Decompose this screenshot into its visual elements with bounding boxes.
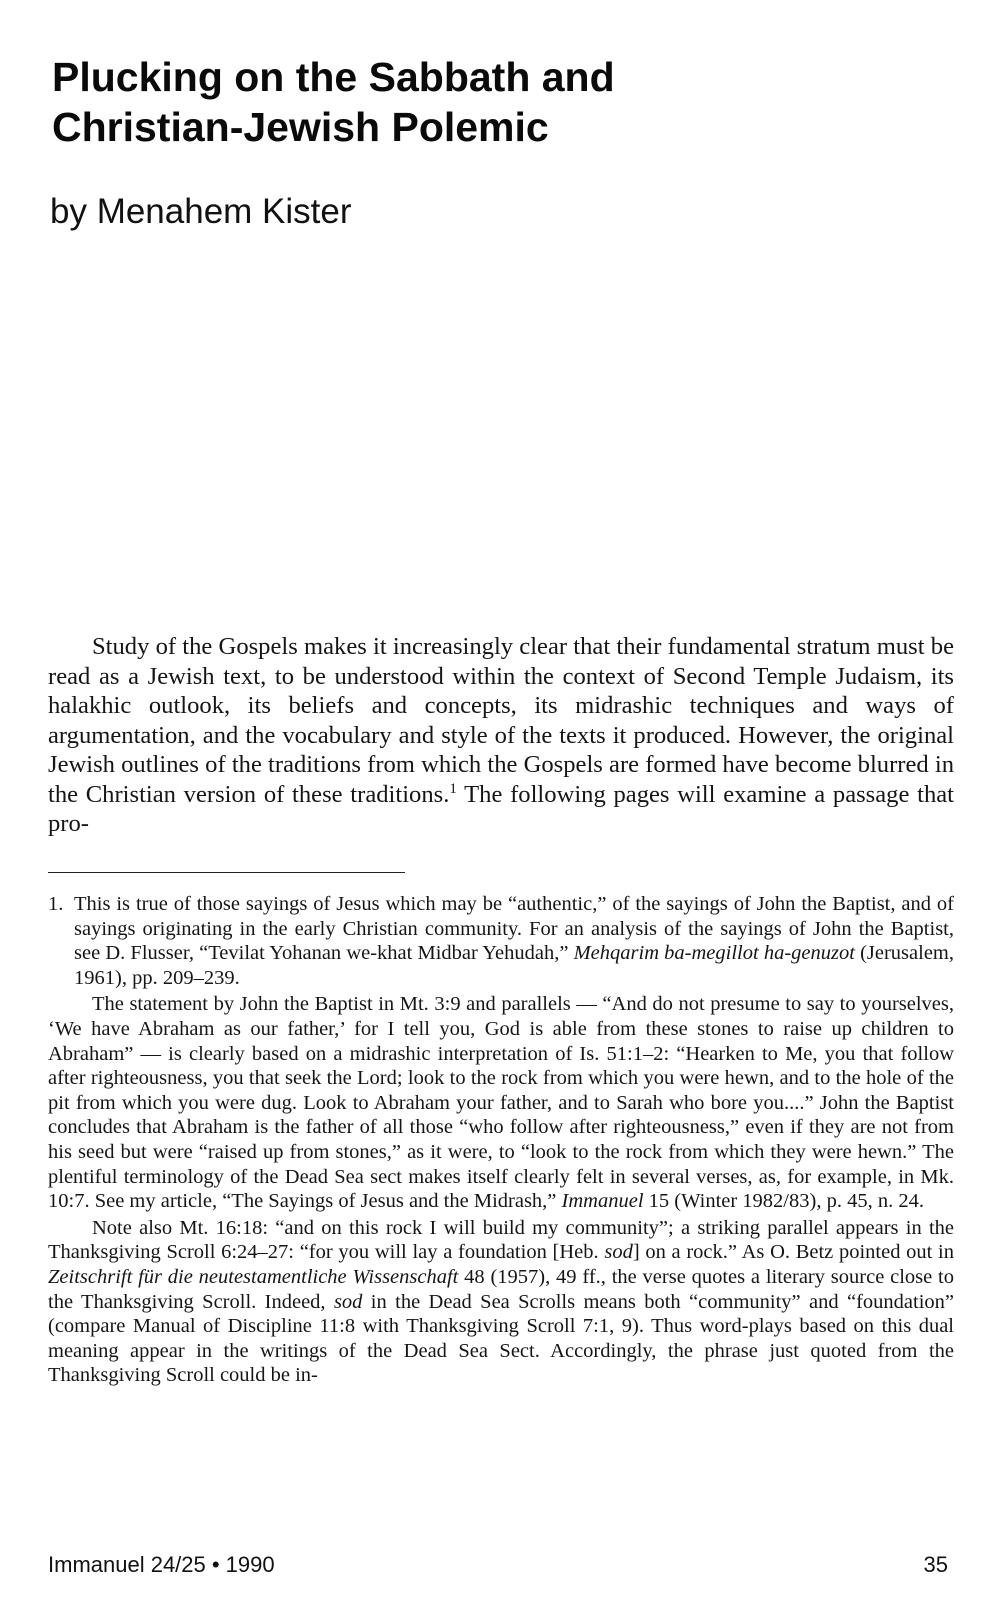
footnote-hebrew-term: sod (604, 1241, 633, 1264)
article-title-line-2: Christian-Jewish Polemic (52, 104, 549, 150)
footnote-book-title: Mehqarim ba-megillot ha-genuzot (573, 942, 855, 965)
footnote-hebrew-term: sod (333, 1290, 363, 1313)
footnote-journal-title: Immanuel (561, 1190, 644, 1213)
footnote-text: ] on a rock.” As O. Betz pointed out in (632, 1241, 955, 1264)
article-title-line-1: Plucking on the Sabbath and (52, 54, 615, 100)
footnote-number: 1. (48, 893, 64, 915)
author-byline: by Menahem Kister (50, 192, 352, 231)
body-text-continued: The following pages will examine a passage that pro- (48, 780, 954, 837)
footnote-1-first-paragraph (74, 892, 954, 990)
body-paragraph (48, 632, 954, 839)
footnote-citation: (Jerusalem, 1961), pp. 209–239. (74, 942, 954, 989)
journal-issue-footer: Immanuel 24/25 • 1990 (48, 1552, 275, 1577)
footnote-divider (48, 872, 405, 873)
body-text: Study of the Gospels makes it increasingly clear that their fundamental stratum must be read as a Jewish text, to be understood within the context of Second Temple Judaism, its halakhic outlook, its beliefs and concepts, its midrashic techniques and ways of argumentation, and the vocabulary and style of the texts it produced. However, the original Jewish outlines of the traditions from which the Gospels are formed have become blurred in the Christian version of these traditions. (48, 633, 954, 808)
footnote-journal-title: Zeitschrift für die neutestamentliche Wissenschaft (48, 1265, 459, 1288)
footnote-1 (48, 892, 954, 990)
footnote-text: in the Dead Sea Scrolls means both “community” and “foundation” (compare Manual of Discipline 11:8 with Thanksgiving Scroll 7:1, 9). Thus word-plays based on this dual meaning appear in the writings of the Dead Sea Sect. Accordingly, the phrase just quoted from the Thanksgiving Scroll could be in- (48, 1290, 955, 1387)
footnote-text: The statement by John the Baptist in Mt. 3:9 and parallels — “And do not presume to say to yourselves, ‘We have Abraham as our father,’ for I tell you, God is able from these stones to raise up children to Abraham” — is clearly based on a midrashic interpretation of Is. 51:1–2: “Hearken to Me, you that follow after righteousness, you that seek the Lord; look to the rock from which you were hewn, and to the hole of the pit from which you were dug. Look to Abraham your father, and to Sarah who bore you....” John the Baptist concludes that Abraham is the father of all those “who follow after righteousness,” even if they are not from his seed but were “raised up from stones,” as it were, to “look to the rock from which they were hewn.” The plentiful terminology of the Dead Sea sect makes itself clearly felt in several verses, as, for example, in Mk. 10:7. See my article, “The Sayings of Jesus and the Midrash,” (48, 993, 954, 1213)
footnote-text: 48 (1957), 49 ff., the verse quotes a literary source close to the Thanksgiving Scroll. Indeed, (48, 1265, 954, 1313)
page-number: 35 (923, 1552, 948, 1577)
footnote-1-third-paragraph (48, 1216, 954, 1388)
footnote-reference[interactable]: 1 (449, 780, 457, 797)
footnote-citation: 15 (Winter 1982/83), p. 45, n. 24. (643, 1190, 924, 1213)
footnote-1-second-paragraph (48, 992, 954, 1213)
footnote-text: This is true of those sayings of Jesus which may be “authentic,” of the sayings of John the Baptist, and of sayings originating in the early Christian community. For an analysis of the sayings of John the Baptist, see D. Flusser, “Tevilat Yohanan we-khat Midbar Yehudah,” (74, 893, 954, 965)
footnote-text: Note also Mt. 16:18: “and on this rock I will build my community”; a striking parallel appears in the Thanksgiving Scroll 6:24–27: “for you will lay a foundation [Heb. (48, 1216, 954, 1264)
article-title (52, 52, 932, 152)
footnotes (48, 892, 954, 1388)
